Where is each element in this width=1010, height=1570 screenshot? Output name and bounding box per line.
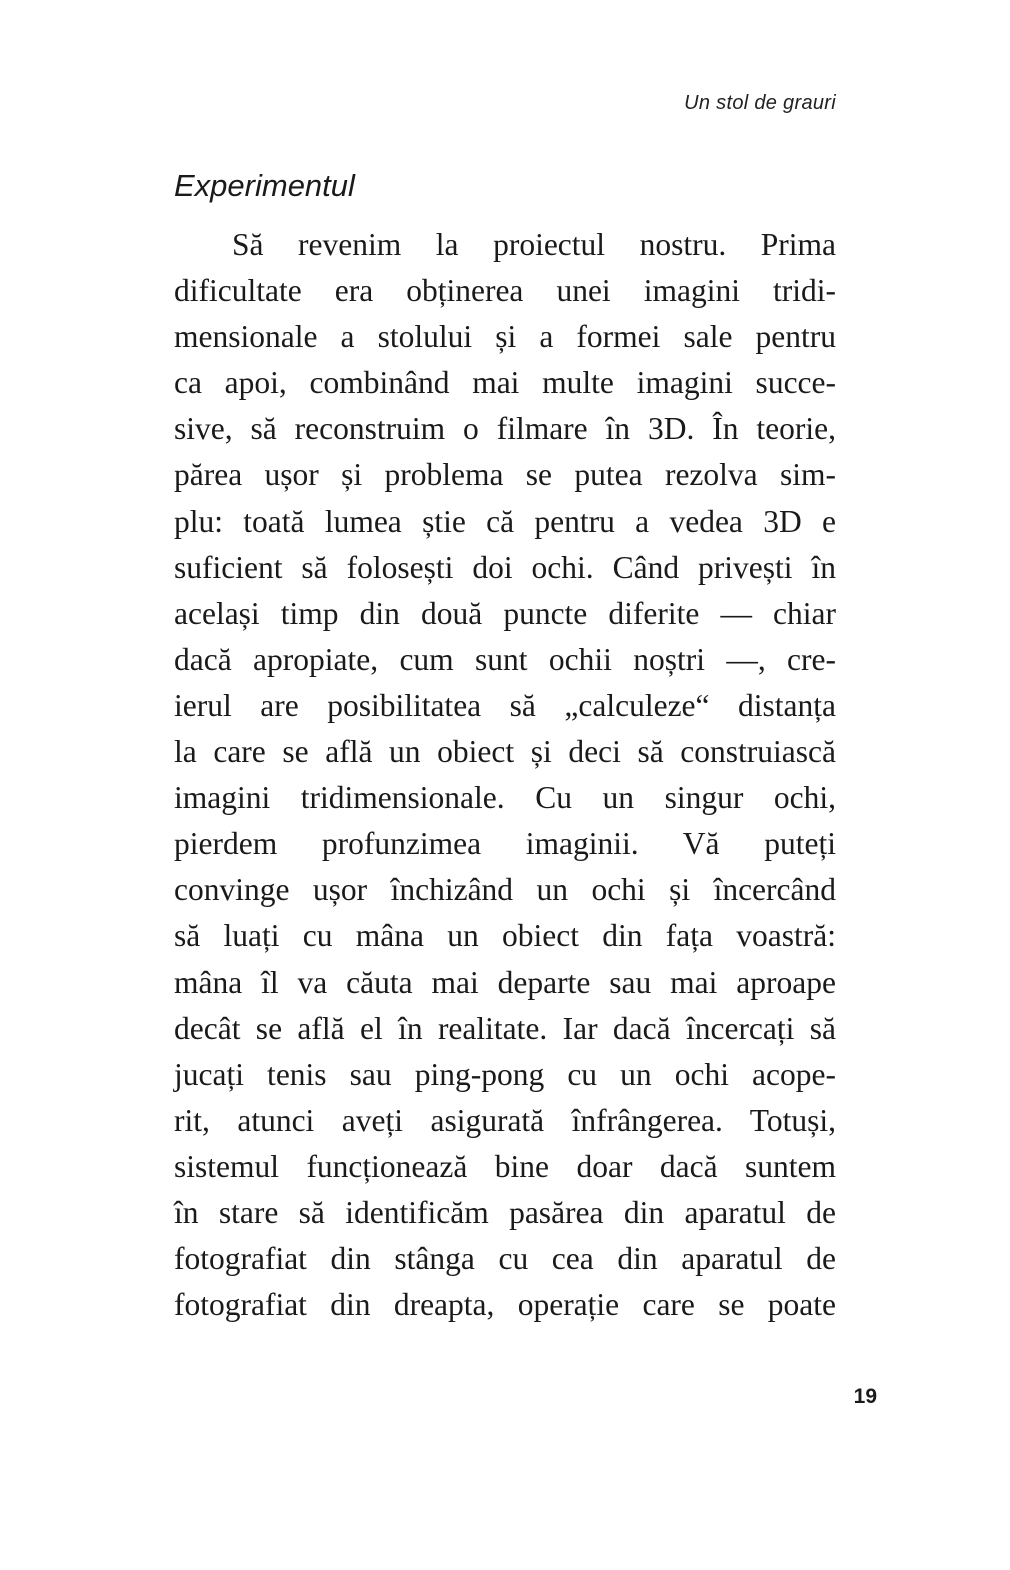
text-line: convinge ușor închizând un ochi și încercând bbox=[174, 872, 836, 908]
text-line: în stare să identificăm pasărea din aparatul de bbox=[174, 1194, 836, 1230]
text-line: pierdem profunzimea imaginii. Vă puteți bbox=[174, 826, 836, 862]
text-line: suficient să folosești doi ochi. Când privești în bbox=[174, 549, 836, 585]
text-line: plu: toată lumea știe că pentru a vedea 3D e bbox=[174, 503, 836, 539]
running-head: Un stol de grauri bbox=[684, 92, 836, 114]
text-line: rit, atunci aveți asigurată înfrângerea. Totuși, bbox=[174, 1102, 836, 1138]
text-line: dacă apropiate, cum sunt ochii noștri —, cre- bbox=[174, 641, 836, 677]
text-line: să luați cu mâna un obiect din fața voastră: bbox=[174, 918, 836, 954]
text-line: dificultate era obținerea unei imagini tridi- bbox=[174, 273, 836, 309]
text-line: fotografiat din stânga cu cea din aparatul de bbox=[174, 1241, 836, 1277]
text-line: mâna îl va căuta mai departe sau mai aproape bbox=[174, 964, 836, 1000]
text-line: părea ușor și problema se putea rezolva sim- bbox=[174, 457, 836, 493]
text-line: ierul are posibilitatea să „calculeze“ distanța bbox=[174, 687, 836, 723]
text-line: ca apoi, combinând mai multe imagini succe- bbox=[174, 365, 836, 401]
text-line: același timp din două puncte diferite — chiar bbox=[174, 595, 836, 631]
text-line: la care se află un obiect și deci să construiască bbox=[174, 734, 836, 770]
body-paragraph bbox=[174, 222, 836, 1328]
page-number: 19 bbox=[853, 1385, 877, 1408]
text-line: sistemul funcționează bine doar dacă suntem bbox=[174, 1148, 836, 1184]
text-line: decât se află el în realitate. Iar dacă încercați să bbox=[174, 1010, 836, 1046]
text-line: imagini tridimensionale. Cu un singur ochi, bbox=[174, 780, 836, 816]
text-line: Să revenim la proiectul nostru. Prima bbox=[232, 227, 836, 262]
text-line: sive, să reconstruim o filmare în 3D. În teorie, bbox=[174, 411, 836, 447]
text-line: fotografiat din dreapta, operație care se poate bbox=[174, 1287, 836, 1323]
text-line: jucați tenis sau ping-pong cu un ochi acope- bbox=[174, 1056, 836, 1092]
section-title: Experimentul bbox=[174, 168, 355, 203]
text-line: mensionale a stolului și a formei sale pentru bbox=[174, 319, 836, 355]
